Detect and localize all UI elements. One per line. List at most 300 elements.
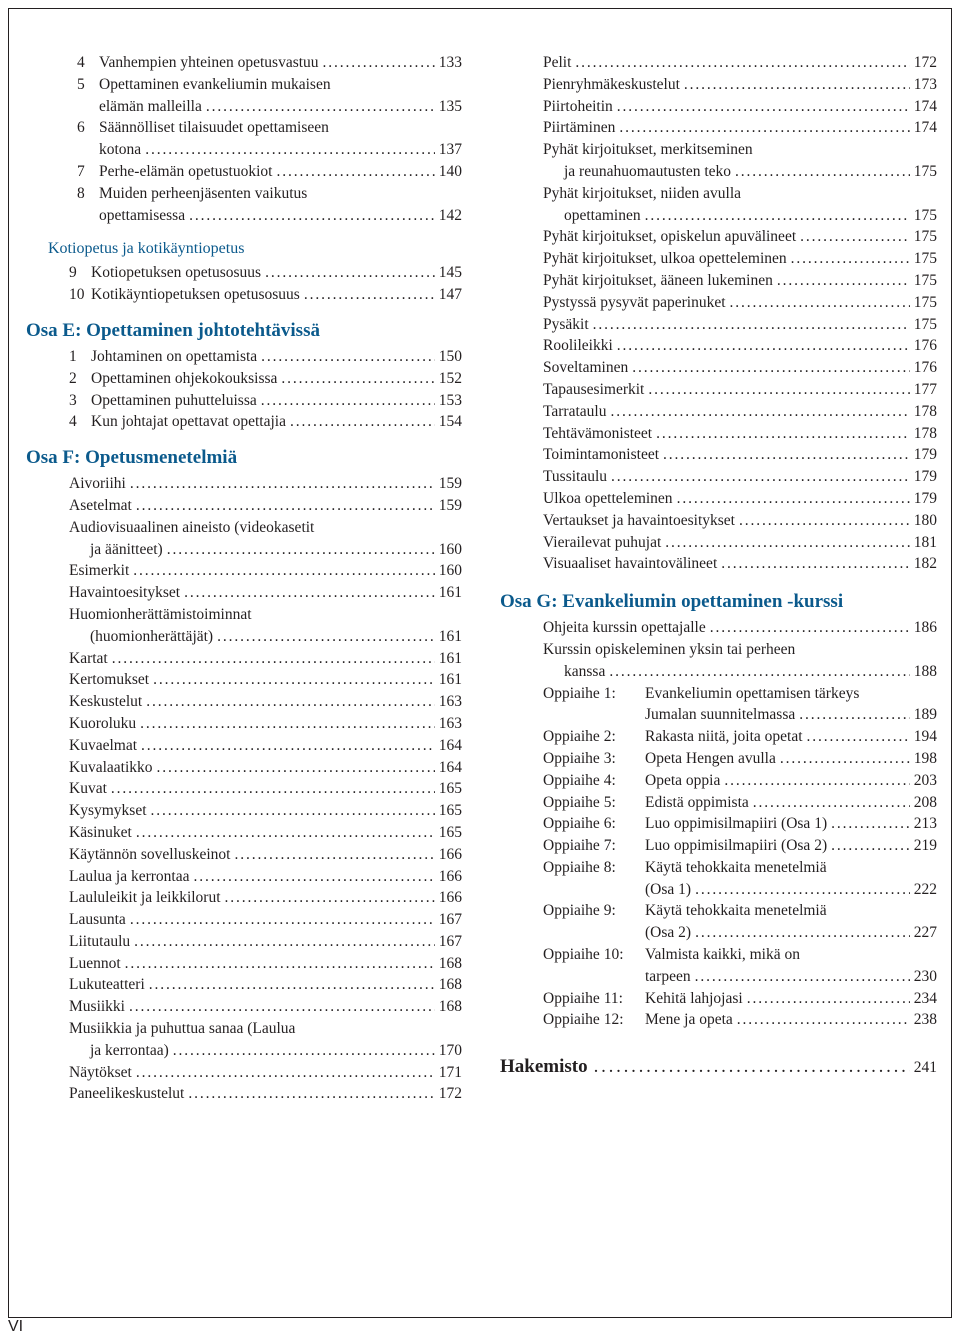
page-number: 163 [438, 693, 462, 711]
entry-title: Kertomukset [69, 671, 150, 689]
toc-entry-line [69, 844, 462, 866]
page-number: 179 [913, 446, 937, 464]
toc-entry[interactable] [543, 117, 937, 139]
page-number: 182 [913, 555, 937, 573]
dot-leader [665, 532, 909, 554]
entry-title: Luo oppimisilmapiiri (Osa 2) [645, 837, 828, 855]
dot-leader [188, 1083, 434, 1105]
entry-title: Opettaminen evankeliumin mukaisen [99, 75, 331, 93]
dot-leader [710, 617, 910, 639]
page-number: 179 [913, 468, 937, 486]
page-number: 142 [438, 206, 462, 224]
toc-entry[interactable] [69, 346, 462, 368]
entry-title: Evankeliumin opettamisen tärkeys [645, 684, 860, 702]
dot-leader [575, 52, 909, 74]
page-number: 186 [913, 619, 937, 637]
page-number: 137 [438, 141, 462, 159]
lesson-label: Oppiaihe 1: [543, 684, 616, 702]
toc-entry[interactable] [69, 517, 462, 561]
entry-title: tarpeen [645, 967, 691, 985]
toc-entry-line [543, 661, 937, 683]
toc-entry-line [69, 1083, 462, 1105]
toc-entry[interactable] [69, 844, 462, 866]
page-number: 166 [438, 845, 462, 863]
entry-title: Roolileikki [543, 337, 613, 355]
dot-leader [831, 835, 910, 857]
toc-entry-line [69, 691, 462, 713]
page-number: 172 [913, 54, 937, 71]
entry-title: Luo oppimisilmapiiri (Osa 1) [645, 815, 828, 833]
entry-title: Rakasta niitä, joita opetat [645, 728, 803, 746]
page-number: 166 [438, 889, 462, 907]
dot-leader [112, 648, 435, 670]
toc-entry[interactable] [543, 510, 937, 532]
toc-entry-line [77, 139, 462, 161]
entry-title: Tussitaulu [543, 468, 608, 486]
toc-entry[interactable] [77, 52, 462, 74]
entry-number: 5 [77, 75, 85, 93]
toc-entry-oppiaihe[interactable] [543, 835, 937, 857]
entry-title: Kotikäyntiopetuksen opetusosuus [91, 286, 300, 304]
toc-entry-line [543, 813, 937, 835]
page-number: 152 [438, 369, 462, 387]
toc-entry[interactable] [543, 335, 937, 357]
toc-entry[interactable] [69, 262, 462, 284]
toc-entry-line [543, 704, 937, 726]
toc-group-osa-g [500, 617, 937, 682]
entry-title: Jumalan suunnitelmassa [645, 706, 796, 724]
toc-entry-line [543, 770, 937, 792]
entry-title: Tehtävämonisteet [543, 424, 653, 442]
entry-title: Perhe-elämän opetustuokiot [99, 162, 273, 180]
entry-title: Valmista kaikki, mikä on [645, 946, 800, 964]
entry-number: 1 [69, 347, 77, 365]
toc-entry-oppiaihe[interactable] [543, 726, 937, 748]
toc-group-family-teaching [26, 52, 462, 226]
toc-group-kotiopetus [26, 262, 462, 306]
dot-leader [129, 996, 435, 1018]
entry-title: Vierailevat puhujat [543, 533, 662, 551]
page-number: 171 [438, 1063, 462, 1081]
page-number: 230 [913, 967, 937, 985]
page-number: 180 [913, 511, 937, 529]
toc-entry-oppiaihe[interactable] [543, 988, 937, 1010]
entry-title: kanssa [564, 662, 606, 680]
page-number: 175 [913, 162, 937, 180]
toc-entry[interactable] [543, 314, 937, 336]
lesson-label: Oppiaihe 11: [543, 989, 623, 1007]
lesson-label: Oppiaihe 3: [543, 749, 616, 767]
toc-entry-line [77, 161, 462, 183]
toc-entry-line [69, 996, 462, 1018]
toc-entry[interactable] [69, 560, 462, 582]
page-number: 179 [913, 489, 937, 507]
page-number: 177 [913, 380, 937, 398]
toc-entry-line [77, 74, 462, 96]
toc-entry[interactable] [543, 52, 937, 74]
toc-entry-oppiaihe[interactable] [543, 813, 937, 835]
toc-entry-oppiaihe[interactable] [543, 900, 937, 944]
toc-entry-line [69, 560, 462, 582]
toc-entry-line [77, 205, 462, 227]
toc-entry-line [69, 539, 462, 561]
entry-title: Soveltaminen [543, 359, 629, 377]
page-number: 161 [438, 671, 462, 689]
entry-title: Lausunta [69, 911, 126, 929]
dot-leader [724, 770, 909, 792]
dot-leader [157, 757, 435, 779]
toc-entry[interactable] [543, 466, 937, 488]
toc-entry-line [77, 52, 462, 74]
entry-title: opettamisessa [99, 206, 186, 224]
dot-leader [145, 139, 435, 161]
toc-entry-line [69, 495, 462, 517]
entry-title: (Osa 2) [645, 924, 692, 942]
entry-title: (huomionherättäjät) [90, 627, 214, 645]
toc-entry[interactable] [69, 974, 462, 996]
toc-entry[interactable] [69, 953, 462, 975]
toc-entry[interactable] [69, 411, 462, 433]
entry-title: Kuvalaatikko [69, 758, 153, 776]
page-number: 168 [438, 954, 462, 972]
entry-title: Pyhät kirjoitukset, niiden avulla [543, 184, 742, 202]
entry-title: Kotiopetuksen opetusosuus [91, 264, 262, 282]
dot-leader [807, 726, 910, 748]
toc-entry-line [543, 248, 937, 270]
toc-entry-line [543, 139, 937, 161]
entry-title: Näytökset [69, 1063, 132, 1081]
toc-entry[interactable] [543, 248, 937, 270]
dot-leader [695, 922, 910, 944]
page-number: 166 [438, 867, 462, 885]
toc-entry[interactable] [69, 582, 462, 604]
dot-leader [217, 626, 435, 648]
toc-entry[interactable] [69, 866, 462, 888]
toc-entry[interactable] [543, 639, 937, 683]
dot-leader [611, 466, 910, 488]
toc-entry[interactable] [543, 74, 937, 96]
entry-number: 6 [77, 119, 85, 137]
toc-entry-line [543, 639, 937, 661]
toc-entry-line [543, 532, 937, 554]
toc-entry-line [69, 1062, 462, 1084]
dot-leader [656, 423, 910, 445]
toc-entry[interactable] [69, 1062, 462, 1084]
entry-title: elämän malleilla [99, 97, 202, 115]
page-number: 174 [913, 97, 937, 115]
toc-entry[interactable] [77, 117, 462, 161]
page-number: 189 [913, 706, 937, 724]
toc-entry-line [69, 909, 462, 931]
page-number: 176 [913, 337, 937, 355]
entry-number: 7 [77, 162, 85, 180]
toc-entry[interactable] [69, 996, 462, 1018]
entry-title: Opettaminen ohjekokouksissa [91, 369, 278, 387]
entry-title: Käytä tehokkaita menetelmiä [645, 858, 827, 876]
toc-entry-line [69, 735, 462, 757]
entry-title: Esimerkit [69, 562, 130, 580]
entry-title: Musiikkia ja puhuttua sanaa (Laulua [69, 1020, 296, 1038]
toc-entry[interactable] [543, 292, 937, 314]
lesson-label: Oppiaihe 12: [543, 1011, 624, 1029]
entry-title: opettaminen [564, 206, 641, 224]
dot-leader [261, 346, 435, 368]
entry-title: Kurssin opiskeleminen yksin tai perheen [543, 640, 796, 658]
toc-entry-oppiaihe[interactable] [543, 683, 937, 727]
entry-number: 10 [69, 286, 85, 304]
dot-leader [617, 335, 910, 357]
page-number: 178 [913, 402, 937, 420]
toc-entry-oppiaihe[interactable] [543, 944, 937, 988]
entry-title: Pyhät kirjoitukset, opiskelun apuvälineet [543, 228, 797, 246]
dot-leader [234, 844, 434, 866]
toc-entry-line [543, 988, 937, 1010]
toc-entry-line [543, 357, 937, 379]
dot-leader [632, 357, 910, 379]
toc-entry[interactable] [69, 822, 462, 844]
dot-leader [677, 488, 910, 510]
toc-entry-line [69, 974, 462, 996]
dot-leader [799, 704, 910, 726]
entry-title: Pyhät kirjoitukset, ääneen lukeminen [543, 271, 773, 289]
toc-entry[interactable] [77, 161, 462, 183]
entry-title: Lukuteatteri [69, 976, 145, 994]
dot-leader [134, 931, 435, 953]
toc-entry[interactable] [543, 226, 937, 248]
dot-leader [684, 74, 910, 96]
toc-entry[interactable] [69, 495, 462, 517]
dot-leader [281, 368, 434, 390]
entry-title: Tapausesimerkit [543, 380, 645, 398]
entry-title: Käsinuket [69, 823, 132, 841]
toc-entry-line [69, 346, 462, 368]
dot-leader [206, 96, 435, 118]
page-number: 222 [913, 880, 937, 898]
dot-leader [747, 988, 910, 1010]
page-number: 160 [438, 562, 462, 580]
dot-leader [136, 1062, 435, 1084]
toc-entry[interactable] [543, 96, 937, 118]
entry-title: Kehitä lahjojasi [645, 989, 743, 1007]
toc-entry-oppiaihe[interactable] [543, 1009, 937, 1031]
toc-entry-line [69, 284, 462, 306]
page-number: 165 [438, 780, 462, 798]
entry-title: Vanhempien yhteinen opetusvastuu [99, 54, 319, 71]
dot-leader [184, 582, 435, 604]
toc-entry-oppiaihe[interactable] [543, 770, 937, 792]
toc-entry[interactable] [69, 800, 462, 822]
toc-entry[interactable] [69, 284, 462, 306]
page-number: 181 [913, 533, 937, 551]
page-number: 165 [438, 823, 462, 841]
page-number: 176 [913, 359, 937, 377]
toc-entry[interactable] [543, 379, 937, 401]
toc-entry-oppiaihe[interactable] [543, 748, 937, 770]
toc-entry-line [543, 270, 937, 292]
toc-entry-line [69, 390, 462, 412]
toc-entry-oppiaihe[interactable] [543, 857, 937, 901]
dot-leader [739, 510, 910, 532]
entry-title: Kun johtajat opettavat opettajia [91, 413, 286, 431]
toc-entry[interactable] [69, 1018, 462, 1062]
section-heading-osa-g: Osa G: Evankeliumin opettaminen -kurssi [500, 591, 844, 613]
entry-title: Ulkoa opetteleminen [543, 489, 673, 507]
toc-entry[interactable] [69, 887, 462, 909]
toc-entry-line [69, 757, 462, 779]
lesson-label: Oppiaihe 2: [543, 728, 616, 746]
toc-entry-line [69, 887, 462, 909]
page-number: 173 [913, 75, 937, 93]
toc-entry-hakemisto[interactable] [500, 1053, 937, 1081]
toc-entry-line [77, 96, 462, 118]
entry-title: Opeta oppia [645, 771, 721, 789]
entry-title: Luennot [69, 954, 121, 972]
dot-leader [261, 390, 435, 412]
toc-entry-line [543, 314, 937, 336]
toc-entry[interactable] [77, 183, 462, 227]
dot-leader [146, 691, 435, 713]
dot-leader [610, 401, 909, 423]
toc-entry-line [543, 748, 937, 770]
toc-entry-line [543, 117, 937, 139]
page-number: 174 [913, 119, 937, 137]
entry-title: Pyhät kirjoitukset, ulkoa opetteleminen [543, 250, 787, 268]
entry-title: kotona [99, 141, 142, 159]
entry-number: 4 [69, 413, 77, 431]
page-number: 172 [438, 1085, 462, 1103]
toc-entry[interactable] [69, 713, 462, 735]
toc-entry[interactable] [69, 604, 462, 648]
dot-leader [149, 974, 435, 996]
page-number: 188 [913, 662, 937, 680]
toc-entry[interactable] [69, 778, 462, 800]
dot-leader [609, 661, 909, 683]
toc-entry[interactable] [69, 648, 462, 670]
entry-title: Laululeikit ja leikkilorut [69, 889, 221, 907]
toc-entry[interactable] [77, 74, 462, 118]
toc-entry-line [543, 488, 937, 510]
dot-leader [153, 669, 435, 691]
page-number: 165 [438, 802, 462, 820]
toc-entry[interactable] [69, 669, 462, 691]
entry-title: Kysymykset [69, 802, 147, 820]
toc-entry-line [543, 922, 937, 944]
dot-leader [721, 553, 910, 575]
dot-leader [194, 866, 435, 888]
toc-entry-line [69, 473, 462, 495]
toc-entry-line [69, 1040, 462, 1062]
toc-entry-line [543, 96, 937, 118]
entry-title: Piirtoheitin [543, 97, 613, 115]
toc-left-column [26, 52, 462, 1105]
dot-leader [663, 444, 910, 466]
page-number: 160 [438, 540, 462, 558]
dot-leader [140, 713, 435, 735]
toc-entry-line [69, 582, 462, 604]
toc-entry-line [543, 444, 937, 466]
entry-number: 3 [69, 391, 77, 409]
toc-entry[interactable] [69, 390, 462, 412]
entry-title: Tarrataulu [543, 402, 607, 420]
entry-title: Kuvaelmat [69, 736, 138, 754]
toc-group-osa-f [26, 473, 462, 1105]
toc-entry[interactable] [543, 532, 937, 554]
toc-entry[interactable] [543, 423, 937, 445]
dot-leader [141, 735, 435, 757]
toc-entry[interactable] [543, 488, 937, 510]
page-number: 241 [913, 1059, 937, 1077]
entry-title: Käytännön sovelluskeinot [69, 845, 231, 863]
toc-entry[interactable] [69, 931, 462, 953]
toc-entry[interactable] [543, 183, 937, 227]
toc-entry-line [69, 411, 462, 433]
toc-group-osa-f-continued [500, 52, 937, 575]
dot-leader [265, 262, 435, 284]
entry-title: Mene ja opeta [645, 1011, 733, 1029]
page-number: 154 [438, 413, 462, 431]
toc-entry[interactable] [69, 368, 462, 390]
toc-group-oppiaiheet [500, 683, 937, 1032]
toc-entry-line [543, 835, 937, 857]
dot-leader [695, 966, 910, 988]
lesson-label: Oppiaihe 4: [543, 771, 616, 789]
page-number: 175 [913, 228, 937, 246]
entry-title: Johtaminen on opettamista [91, 347, 258, 365]
toc-entry-line [69, 669, 462, 691]
toc-entry[interactable] [543, 270, 937, 292]
toc-entry[interactable] [69, 909, 462, 931]
toc-entry[interactable] [69, 473, 462, 495]
page-number: 208 [913, 793, 937, 811]
toc-entry-line [543, 900, 937, 922]
toc-entry-line [69, 1018, 462, 1040]
toc-entry-oppiaihe[interactable] [543, 792, 937, 814]
toc-entry-line [543, 1009, 937, 1031]
toc-entry[interactable] [543, 357, 937, 379]
dot-leader [645, 205, 910, 227]
entry-number: 8 [77, 184, 85, 202]
page-number: 170 [438, 1041, 462, 1059]
toc-entry-line [69, 517, 462, 539]
toc-entry[interactable] [543, 444, 937, 466]
entry-title: Pienryhmäkeskustelut [543, 75, 680, 93]
entry-title: Liitutaulu [69, 932, 131, 950]
dot-leader [735, 161, 910, 183]
toc-entry[interactable] [543, 139, 937, 183]
page-number: 194 [913, 728, 937, 746]
toc-entry[interactable] [543, 401, 937, 423]
dot-leader [730, 292, 910, 314]
dot-leader [791, 248, 910, 270]
toc-entry[interactable] [69, 691, 462, 713]
toc-entry[interactable] [69, 757, 462, 779]
toc-entry[interactable] [69, 735, 462, 757]
toc-entry[interactable] [543, 553, 937, 575]
toc-entry-line [543, 944, 937, 966]
toc-entry-line [543, 226, 937, 248]
entry-title: Opeta Hengen avulla [645, 749, 776, 767]
dot-leader [737, 1009, 910, 1031]
entry-title: Vertaukset ja havaintoesitykset [543, 511, 735, 529]
toc-entry-line [543, 335, 937, 357]
lesson-label: Oppiaihe 8: [543, 858, 616, 876]
entry-title: Piirtäminen [543, 119, 616, 137]
toc-entry[interactable] [543, 617, 937, 639]
toc-entry-line [543, 161, 937, 183]
lesson-label: Oppiaihe 5: [543, 793, 616, 811]
page-number: 163 [438, 714, 462, 732]
toc-entry[interactable] [69, 1083, 462, 1105]
